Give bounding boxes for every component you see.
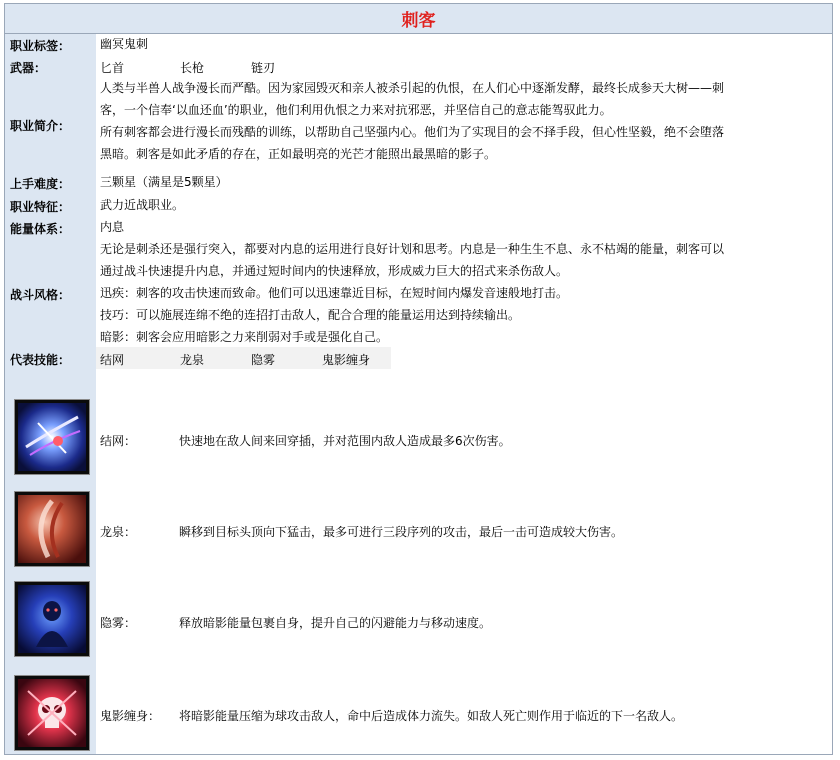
intro-line: 客，一个信奉‘以血还血’的职业，他们利用仇恨之力来对抗邪恶，并坚信自己的意志能驾驭此力。 (100, 103, 612, 117)
skill-name: 龙泉： (100, 525, 137, 539)
style-line: 通过战斗快速提升内息，并通过短时间内的快速释放，形成威力巨大的招式来杀伤敌人。 (100, 264, 569, 278)
energy-label: 能量体系： (10, 222, 71, 236)
style-label: 战斗风格： (10, 288, 71, 302)
weapon-dagger: 匕首 (100, 61, 125, 75)
weapon-label: 武器： (10, 61, 47, 75)
skill-tag: 隐雾 (251, 353, 276, 367)
intro-line: 人类与半兽人战争漫长而严酷。因为家园毁灭和亲人被杀引起的仇恨，在人们心中逐渐发酵，最终长成参天大树——刺 (100, 81, 725, 95)
web-slash-icon (15, 400, 89, 474)
intro-line: 所有刺客都会进行漫长而残酷的训练，以帮助自己坚强内心。他们为了实现目的会不择手段，但心性坚毅，绝不会堕落 (100, 125, 725, 139)
feature-value: 武力近战职业。 (100, 198, 185, 212)
energy-value: 内息 (100, 220, 125, 234)
skill-name: 结网： (100, 434, 137, 448)
style-line: 暗影：刺客会应用暗影之力来削弱对手或是强化自己。 (100, 330, 389, 344)
tag-value: 幽冥鬼刺 (100, 37, 149, 51)
difficulty-label: 上手难度： (10, 177, 71, 191)
difficulty-value: 三颗星（满星是5颗星） (100, 175, 228, 189)
tag-label: 职业标签： (10, 39, 71, 53)
intro-label: 职业简介： (10, 119, 71, 133)
skill-description: 释放暗影能量包裹自身，提升自己的闪避能力与移动速度。 (179, 616, 492, 630)
skills-label: 代表技能： (10, 353, 71, 367)
skill-description: 快速地在敌人间来回穿插，并对范围内敌人造成最多6次伤害。 (179, 434, 511, 448)
weapon-spear: 长枪 (180, 61, 205, 75)
title-bar (5, 4, 832, 34)
style-line: 无论是刺杀还是强行突入，都要对内息的运用进行良好计划和思考。内息是一种生生不息、永不枯竭的能量，刺客可以 (100, 242, 725, 256)
style-line: 技巧：可以施展连绵不绝的连招打击敌人，配合合理的能量运用达到持续输出。 (100, 308, 521, 322)
style-line: 迅疾：刺客的攻击快速而致命。他们可以迅速靠近目标，在短时间内爆发音速般地打击。 (100, 286, 569, 300)
skill-tag: 鬼影缠身 (322, 353, 371, 367)
weapon-chain-blade: 链刃 (251, 61, 276, 75)
skill-description: 瞬移到目标头顶向下猛击，最多可进行三段序列的攻击，最后一击可造成较大伤害。 (179, 525, 624, 539)
skill-name: 鬼影缠身： (100, 709, 161, 723)
ghost-skull-icon (15, 676, 89, 750)
skill-tag: 结网 (100, 353, 125, 367)
skill-name: 隐雾： (100, 616, 137, 630)
intro-line: 黑暗。刺客是如此矛盾的存在，正如最明亮的光芒才能照出最黑暗的影子。 (100, 147, 497, 161)
class-info-sheet (4, 3, 833, 755)
feature-label: 职业特征： (10, 200, 71, 214)
skill-tag: 龙泉 (180, 353, 205, 367)
dragon-spring-icon (15, 492, 89, 566)
skill-description: 将暗影能量压缩为球攻击敌人，命中后造成体力流失。如敌人死亡则作用于临近的下一名敌人。 (179, 709, 684, 723)
class-title: 刺客 (401, 11, 436, 31)
shadow-mist-icon (15, 582, 89, 656)
